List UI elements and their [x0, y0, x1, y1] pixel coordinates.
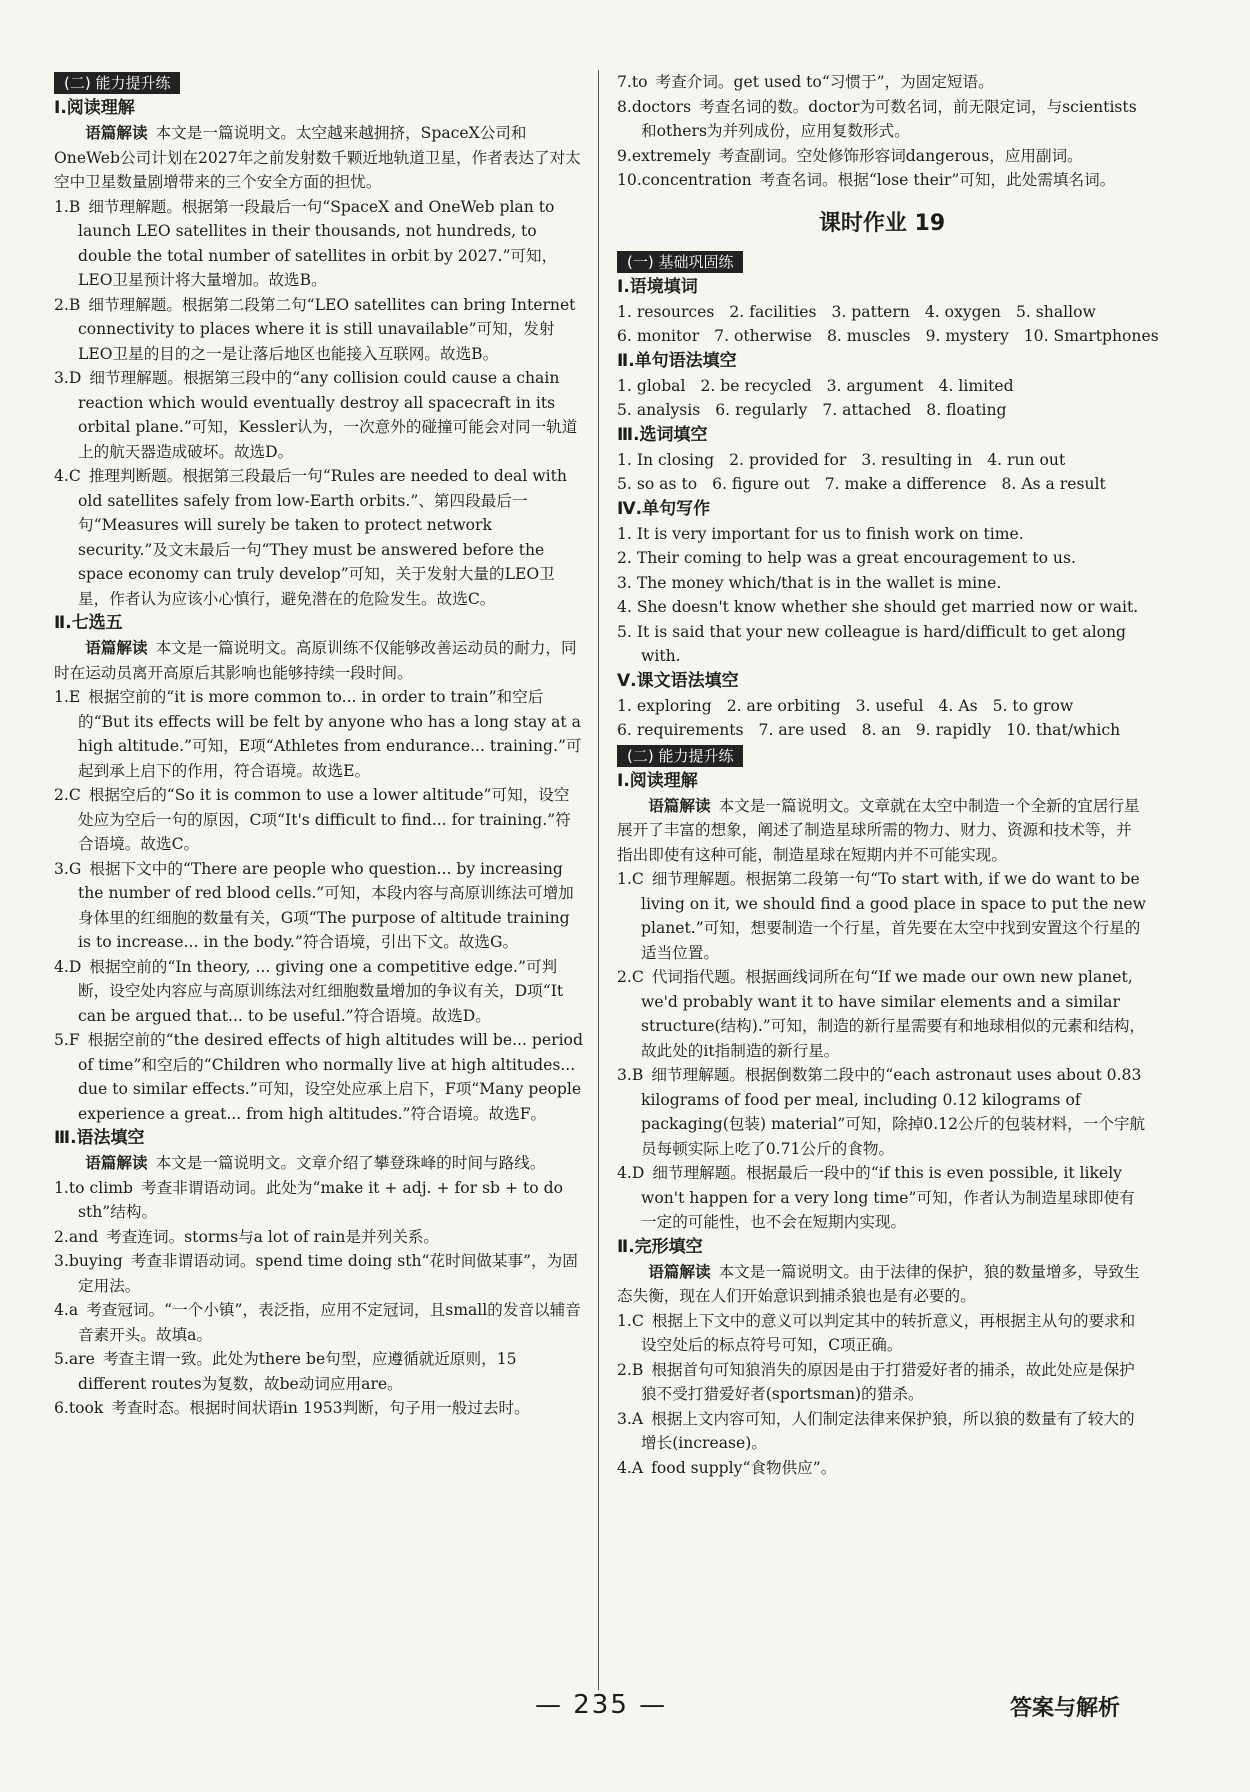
- answer-item: 4.a 考查冠词。“一个小镇”，表泛指，应用不定冠词，且small的发音以辅音音素开头。故填a。: [54, 1301, 581, 1344]
- answer-item: 1.B 细节理解题。根据第一段最后一句“SpaceX and OneWeb plan to launch LEO satellites in their thousands, not hundreds, to double the total number of satellites in orbit by 2027.”可知，LEO卫星预计将大量增加。故选B。: [54, 197, 558, 289]
- section-heading: Ⅱ.七选五: [54, 613, 123, 633]
- answer-row: 1. global 2. be recycled 3. argument 4. limited: [617, 376, 1014, 395]
- answer-item: 1.C 细节理解题。根据第二段第一句“To start with, if we do want to be living on it, we should find a good place in space to put the new planet.”可知，想要制造一个行星，首先要在太空中找到安置这个行星的适当位置。: [617, 870, 1146, 962]
- passage-intro: 语篇解读 本文是一篇说明文。高原训练不仅能够改善运动员的耐力，同时在运动员离开高原后其影响也能够持续一段时间。: [54, 639, 577, 682]
- footer-title: 答案与解析: [1010, 1696, 1121, 1721]
- answer-row: 1. In closing 2. provided for 3. resulting in 4. run out: [617, 450, 1066, 469]
- answer-item: 1.E 根据空前的“it is more common to... in order to train”和空后的“But its effects will be felt by anyone who has a long stay at a high altitude.”可知，E项“Athletes from endurance... training.”可起到承上启下的作用，符合语境。故选E。: [54, 688, 582, 780]
- answer-item: 1.C 根据上下文中的意义可以判定其中的转折意义，再根据主从句的要求和设空处后的标点符号可知，C项正确。: [617, 1311, 1136, 1354]
- section-bar: (二) 能力提升练: [617, 745, 743, 767]
- section-heading: Ⅳ.单句写作: [617, 498, 711, 519]
- answer-item: 4.C 推理判断题。根据第三段最后一句“Rules are needed to deal with old satellites safely from low-Earth orbits.”、第四段最后一句“Measures will surely be taken to protect network security.”及文末最后一句“They must be answered before the space economy can truly develop”可知，关于发射大量的LEO卫星，作者认为应该小心慎行，避免潜在的危险发生。故选C。: [54, 467, 567, 608]
- answer-item: 4. She doesn't know whether she should get married now or wait.: [617, 598, 1139, 616]
- answer-item: 3. The money which/that is in the wallet is mine.: [617, 573, 1002, 592]
- section-bar: (一) 基础巩固练: [617, 251, 743, 273]
- passage-intro: 语篇解读 本文是一篇说明文。由于法律的保护，狼的数量增多，导致生态失衡，现在人们开始意识到捕杀狼也是有必要的。: [617, 1262, 1140, 1305]
- answer-item: 5. It is said that your new colleague is hard/difficult to get along with.: [617, 622, 1127, 665]
- answer-item: 2.and 考查连词。storms与a lot of rain是并列关系。: [54, 1227, 439, 1246]
- answer-item: 2.B 细节理解题。根据第二段第二句“LEO satellites can bring Internet connectivity to places where it is still unavailable”可知，发射LEO卫星的目的之一是让落后地区也能接入互联网。故选B。: [54, 295, 576, 363]
- answer-item: 10.concentration 考查名词。根据“lose their”可知，此处需填名词。: [617, 171, 1116, 189]
- answer-item: 4.D 细节理解题。根据最后一段中的“if this is even possible, it likely won't happen for a very long time”可知，作者认为制造星球即使有一定的可能性，也不会在短期内实现。: [617, 1164, 1135, 1231]
- section-heading: Ⅰ.阅读理解: [617, 770, 698, 791]
- answer-item: 3.D 细节理解题。根据第三段中的“any collision could cause a chain reaction which would eventually destroy all spacecraft in its orbital plane.”可知，Kessler认为，一次意外的碰撞可能会对同一轨道上的航天器造成破坏。故选D。: [54, 369, 578, 461]
- answer-item: 3.G 根据下文中的“There are people who question... by increasing the number of red blood cells.”可知，本段内容与高原训练法可增加身体里的红细胞的数量有关，G项“The purpose of altitude training is to increase... in the body.”符合语境，引出下文。故选G。: [54, 859, 574, 951]
- lesson-heading: 课时作业 19: [818, 210, 946, 236]
- right-column: [617, 70, 1159, 1480]
- answer-item: 2.B 根据首句可知狼消失的原因是由于打猎爱好者的捕杀，故此处应是保护狼不受打猎爱好者(sportsman)的猎杀。: [617, 1360, 1135, 1403]
- answer-item: 9.extremely 考查副词。空处修饰形容词dangerous，应用副词。: [617, 146, 1083, 165]
- page-footer: [0, 1690, 1250, 1733]
- answer-item: 4.A food supply“食物供应”。: [617, 1458, 837, 1477]
- section-heading: Ⅱ.单句语法填空: [617, 350, 737, 371]
- section-bar: (二) 能力提升练: [54, 72, 180, 94]
- answer-row: 5. analysis 6. regularly 7. attached 8. floating: [617, 401, 1007, 419]
- page-number: — 235 —: [535, 1690, 668, 1720]
- answer-row: 6. requirements 7. are used 8. an 9. rapidly 10. that/which: [617, 721, 1121, 739]
- answer-item: 5.are 考查主谓一致。此处为there be句型，应遵循就近原则，15 different routes为复数，故be动词应用are。: [54, 1350, 517, 1393]
- answer-row: 5. so as to 6. figure out 7. make a difference 8. As a result: [617, 475, 1106, 493]
- answer-item: 2.C 根据空后的“So it is common to use a lower altitude”可知，设空处应为空后一句的原因，C项“It's difficult to find... for training.”符合语境。故选C。: [54, 786, 571, 853]
- answer-row: 1. resources 2. facilities 3. pattern 4. oxygen 5. shallow: [617, 302, 1096, 321]
- answer-item: 3.A 根据上文内容可知，人们制定法律来保护狼，所以狼的数量有了较大的增长(increase)。: [617, 1409, 1135, 1452]
- column-divider: [598, 70, 599, 1690]
- answer-row: 1. exploring 2. are orbiting 3. useful 4. As 5. to grow: [617, 696, 1074, 715]
- section-heading: Ⅱ.完形填空: [617, 1236, 703, 1257]
- answer-row: 6. monitor 7. otherwise 8. muscles 9. mystery 10. Smartphones: [617, 327, 1159, 345]
- answer-item: 3.B 细节理解题。根据倒数第二段中的“each astronaut uses about 0.83 kilograms of food per meal, including 0.12 kilograms of packaging(包装) material”可知，除掉0.12公斤的包装材料，一个宇航员每顿实际上吃了0.71公斤的食物。: [617, 1066, 1146, 1158]
- answer-item: 2. Their coming to help was a great encouragement to us.: [617, 549, 1076, 567]
- answer-item: 1. It is very important for us to finish work on time.: [617, 524, 1024, 543]
- passage-intro: 语篇解读 本文是一篇说明文。文章就在太空中制造一个全新的宜居行星展开了丰富的想象，阐述了制造星球所需的物力、财力、资源和技术等，并指出即使有这种可能，制造星球在短期内并不可能实现。: [617, 796, 1140, 864]
- left-column: [54, 70, 584, 1421]
- answer-item: 6.took 考查时态。根据时间状语in 1953判断，句子用一般过去时。: [54, 1399, 530, 1417]
- answer-item: 8.doctors 考查名词的数。doctor为可数名词，前无限定词，与scientists和others为并列成份，应用复数形式。: [617, 97, 1137, 140]
- section-heading: Ⅰ.语境填词: [617, 276, 698, 297]
- section-heading: Ⅰ.阅读理解: [54, 98, 135, 118]
- section-heading: Ⅲ.选词填空: [617, 424, 708, 445]
- section-heading: Ⅴ.课文语法填空: [617, 670, 739, 691]
- passage-intro: 语篇解读 本文是一篇说明文。太空越来越拥挤，SpaceX公司和OneWeb公司计划在2027年之前发射数千颗近地轨道卫星，作者表达了对太空中卫星数量剧增带来的三个安全方面的担忧。: [54, 124, 581, 191]
- section-heading: Ⅲ.语法填空: [54, 1128, 145, 1148]
- answer-item: 5.F 根据空前的“the desired effects of high altitudes will be... period of time”和空后的“Children who normally live at high altitudes... due to similar effects.”可知，设空处应承上启下，F项“Many people experience a great... from high altitudes.”符合语境。故选F。: [54, 1031, 583, 1123]
- answer-item: 2.C 代词指代题。根据画线词所在句“If we made our own new planet, we'd probably want it to have similar elements and a similar structure(结构).”可知，制造的新行星需要有和地球相似的元素和结构，故此处的it指制造的新行星。: [617, 968, 1146, 1060]
- passage-intro: 语篇解读 本文是一篇说明文。文章介绍了攀登珠峰的时间与路线。: [85, 1154, 546, 1172]
- answer-item: 4.D 根据空前的“In theory, ... giving one a competitive edge.”可判断，设空处内容应与高原训练法对红细胞数量增加的争议有关，D项“It can be argued that... to be useful.”符合语境。故选D。: [54, 957, 564, 1025]
- answer-item: 7.to 考查介词。get used to“习惯于”，为固定短语。: [617, 73, 994, 91]
- answer-item: 1.to climb 考查非谓语动词。此处为“make it + adj. + for sb + to do sth”结构。: [54, 1178, 563, 1221]
- answer-item: 3.buying 考查非谓语动词。spend time doing sth“花时间做某事”，为固定用法。: [54, 1252, 578, 1295]
